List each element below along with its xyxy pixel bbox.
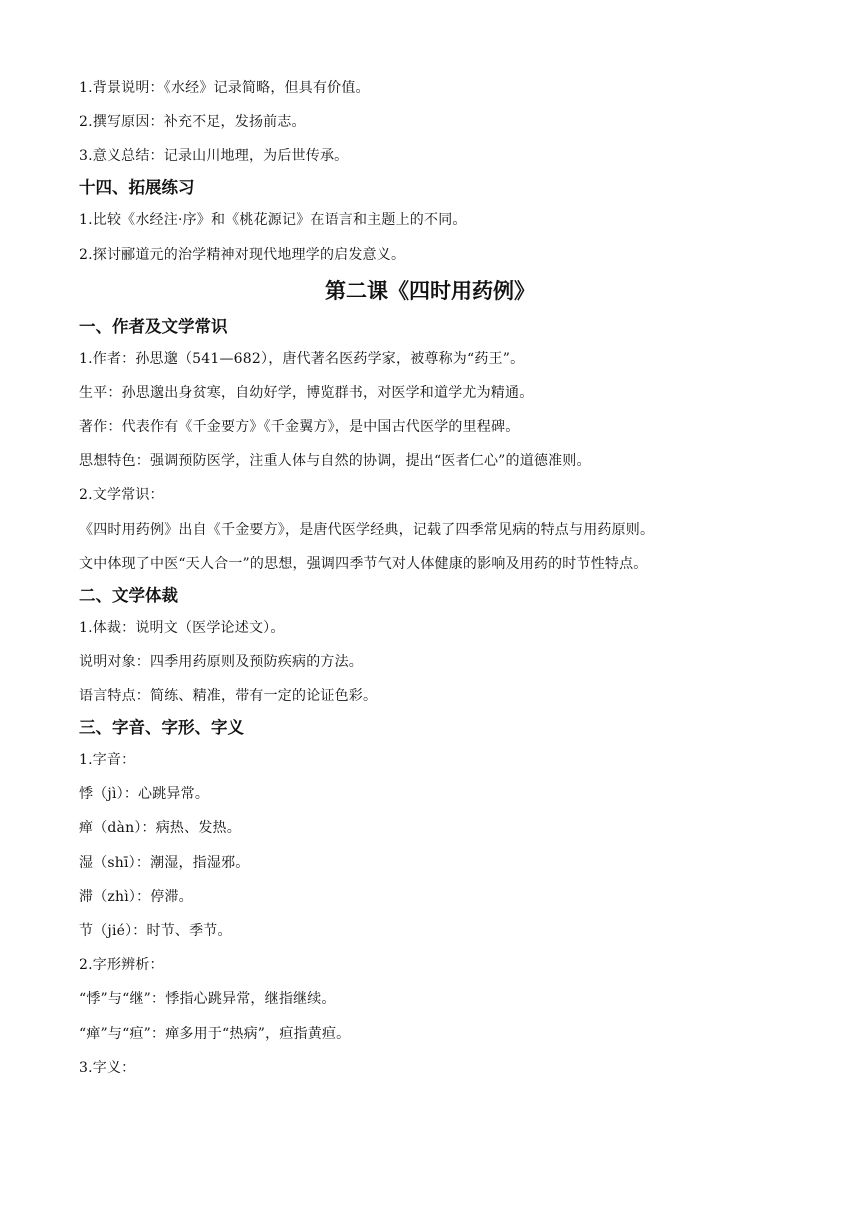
section-heading: 一、作者及文学常识 [79,316,228,336]
paragraph: 1.比较《水经注·序》和《桃花源记》在语言和主题上的不同。 [79,212,467,229]
paragraph: 1.字音： [79,752,136,769]
paragraph: 1.作者：孙思邈（541—682），唐代著名医药学家，被尊称为“药王”。 [79,350,525,367]
paragraph: 生平：孙思邈出身贫寒，自幼好学，博览群书，对医学和道学尤为精通。 [79,384,534,401]
paragraph: 2.文学常识： [79,487,164,504]
paragraph: 说明对象：四季用药原则及预防疾病的方法。 [79,653,363,670]
paragraph: 著作：代表作有《千金要方》《千金翼方》，是中国古代医学的里程碑。 [79,418,520,435]
paragraph: 《四时用药例》出自《千金要方》，是唐代医学经典，记载了四季常见病的特点与用药原则。 [79,521,655,538]
paragraph: 湿（shī）：潮湿，指湿邪。 [79,854,250,871]
section-heading: 二、文学体裁 [79,585,178,605]
paragraph: 文中体现了中医“天人合一”的思想，强调四季节气对人体健康的影响及用药的时节性特点。 [79,555,648,572]
paragraph: 1.体裁：说明文（医学论述文）。 [79,619,285,636]
paragraph: 2.撰写原因：补充不足，发扬前志。 [79,114,306,131]
paragraph: “悸”与“继”：悸指心跳异常，继指继续。 [79,991,336,1008]
paragraph: 2.探讨郦道元的治学精神对现代地理学的启发意义。 [79,246,406,263]
section-heading: 十四、拓展练习 [79,178,195,198]
paragraph: 3.意义总结：记录山川地理，为后世传承。 [79,148,349,165]
paragraph: “瘅”与“疸”：瘅多用于“热病”，疸指黄疸。 [79,1025,351,1042]
paragraph: 1.背景说明：《水经》记录简略，但具有价值。 [79,80,370,96]
paragraph: 悸（jì）：心跳异常。 [79,786,210,803]
paragraph: 滞（zhì）：停滞。 [79,888,193,905]
paragraph: 3.字义： [79,1059,136,1076]
lesson-title: 第二课《四时用药例》 [325,278,535,303]
paragraph: 思想特色：强调预防医学，注重人体与自然的协调，提出“医者仁心”的道德准则。 [79,453,591,470]
document-content [79,78,779,1092]
paragraph: 2.字形辨析： [79,957,164,974]
paragraph: 语言特点：简练、精准，带有一定的论证色彩。 [79,688,378,705]
paragraph: 瘅（dàn）：病热、发热。 [79,820,241,837]
paragraph: 节（jié）：时节、季节。 [79,923,232,939]
section-heading: 三、字音、字形、字义 [79,718,244,738]
